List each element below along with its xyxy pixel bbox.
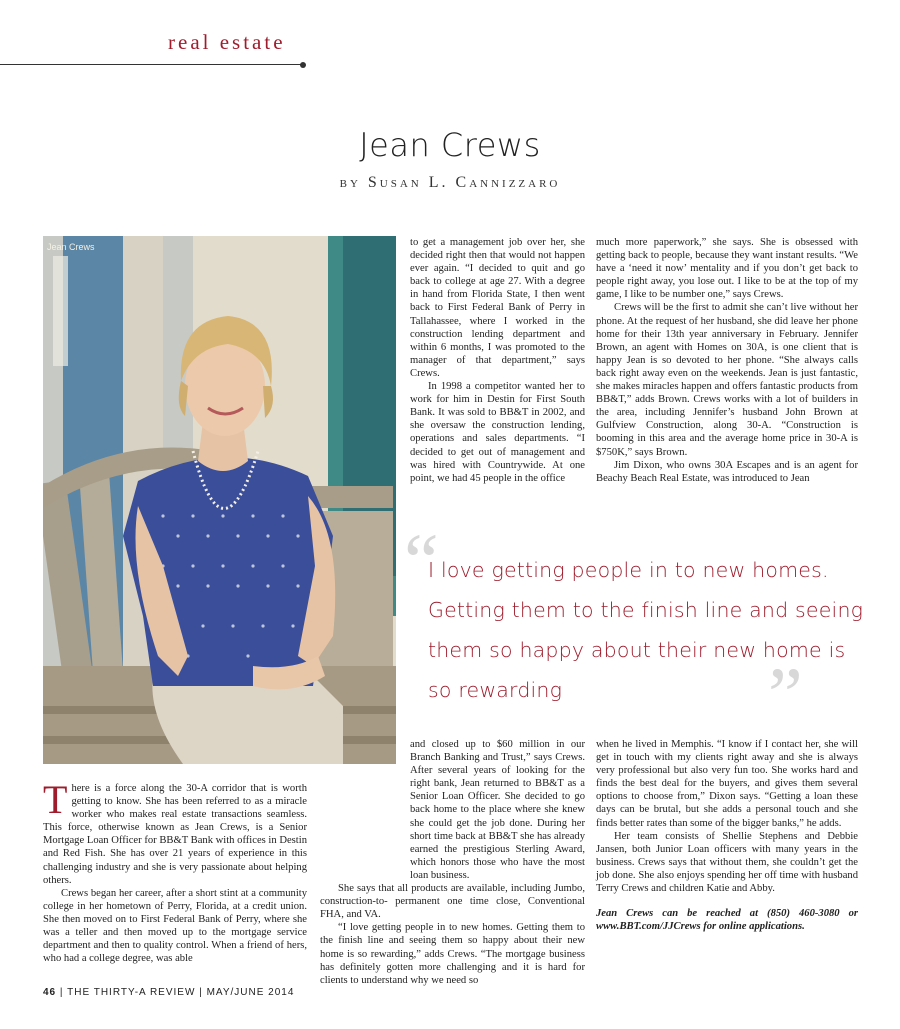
issue-date: MAY/JUNE 2014 [206, 987, 295, 998]
paragraph: “I love getting people in to new homes. Getting them to the finish line and seeing them so happy about their new home is so rewarding,” adds Crews. “The mortgage business has definitely gotten more challenging and it is hard for clients to understand why we need so [320, 922, 585, 986]
footer-separator: | [199, 987, 207, 998]
paragraph: when he lived in Memphis. “I know if I contact her, she will get in touch with my clients right away and she is always very professional but also very fun too. She works hard and finds the best deal for the buyers, and gives them several options to choose from,” Dixon says. “Getting a loan these days can be brutal, but she adds a personal touch and she finds better rates than some of the bigger banks,” he adds. [596, 739, 858, 829]
paragraph: Jim Dixon, who owns 30A Escapes and is an agent for Beachy Beach Real Estate, was introduced to Jean [596, 459, 858, 484]
column-1 [43, 777, 307, 965]
paragraph: Crews began her career, after a short stint at a community college in her hometown of Perry, Florida, at a credit union. She then moved on to First Federal Bank of Perry, where she was a teller and then moved up to the mortgage service department and then to quality control. When a friend of hers, who had a college degree, was able [43, 887, 307, 965]
section-label: real estate [168, 30, 286, 54]
paragraph: She says that all products are available, including Jumbo, construction-to- permanent one time close, Conventional FHA, and VA. [320, 883, 585, 921]
opening-text: here is a force along the 30-A corridor that is worth getting to know. She has been referred to as a miracle worker who makes real estate transactions seamless. This force, otherwise known as Jean Crews, is a Senior Mortgage Loan Officer for BB&T Bank with offices in Destin and Red Fish. She has over 21 years of experience in this challenging industry and she is very passionate about helping others. [43, 783, 307, 886]
paragraph: Crews will be the first to admit she can’t live without her phone. At the request of her husband, she did leave her phone home for their 13th year anniversary in February. Jennifer Brown, an agent with Homes on 30A, is one client that is happy Jean is so devoted to her phone. “She always calls back right away even on the weekends. Jean is just fantastic, she makes miracles happen and offers fantastic products from BB&T,” adds Brown. Crews works with a lot of builders in the area, including Jennifer’s husband John Brown at Gulfview Construction, along 30-A. “Construction is booming in this area and the average home price in 30-A is $750K,” says Brown. [596, 302, 858, 458]
section-rule [0, 64, 304, 65]
article-byline: by Susan L. Cannizzaro [339, 174, 561, 191]
paragraph: much more paperwork,” she says. She is obsessed with getting back to people, because they want instant results. “We have a ‘need it now’ mentality and if you don’t get back to people right away, you lose out. I like to be at the top of my game, I like to be number one,” says Crews. [596, 237, 858, 301]
footer-separator: | [59, 987, 68, 998]
article-title: Jean Crews [359, 126, 541, 164]
close-quote-mark: ” [768, 651, 803, 738]
paragraph: In 1998 a competitor wanted her to work for him in Destin for First South Bank. It was sold to BB&T in 2002, and she oversaw the construction lending, operations and sales departments. “I decided to get out of management and was hired with Countrywide. At one point, we had 45 people in the office [410, 381, 585, 484]
contact-info: Jean Crews can be reached at (850) 460-3080 or www.BBT.com/JJCrews for online applications. [596, 908, 858, 933]
page-number: 46 [43, 987, 57, 998]
column-3-top [596, 236, 858, 485]
page-footer [43, 987, 294, 998]
opening-paragraph [43, 777, 307, 887]
column-2-top [410, 236, 585, 485]
portrait-photo [43, 236, 396, 764]
photo-caption: Jean Crews [47, 242, 95, 252]
column-3-bottom [596, 738, 858, 933]
drop-cap: T [43, 777, 68, 822]
column-2-bottom [320, 738, 585, 987]
section-rule-dot [300, 62, 306, 68]
pull-quote: I love getting people in to new homes. Getting them to the finish line and seeing them so happy about their new home is so rewarding [428, 558, 864, 702]
publication-name: THE THIRTY-A REVIEW [67, 987, 196, 998]
paragraph: to get a management job over her, she decided right then that would not happen ever again. “I decided to quit and go back to college at age 27. With a degree in hand from Florida State, I then went back to First Federal Bank of Perry in Tallahassee, where I worked in the construction lending department and within 6 months, I was promoted to the manager of that department,” says Crews. [410, 237, 585, 379]
paragraph: and closed up to $60 million in our Branch Banking and Trust,” says Crews. After several years of looking for the right bank, Jean returned to BB&T as a Senior Loan Officer. She decided to go back home to the place where she knew she could get the job done. During her short time back at BB&T she has already earned the prestigious Sterling Award, which honors those who have the most loan business. [410, 739, 585, 881]
portrait-illustration [43, 236, 396, 764]
open-quote-mark: “ [404, 517, 439, 604]
paragraph: Her team consists of Shellie Stephens and Debbie Jansen, both Junior Loan officers with many years in the business. Crews says that without them, she couldn’t get the job done. She also enjoys spending her off time with husband Terry Crews and children Katie and Abby. [596, 830, 858, 895]
